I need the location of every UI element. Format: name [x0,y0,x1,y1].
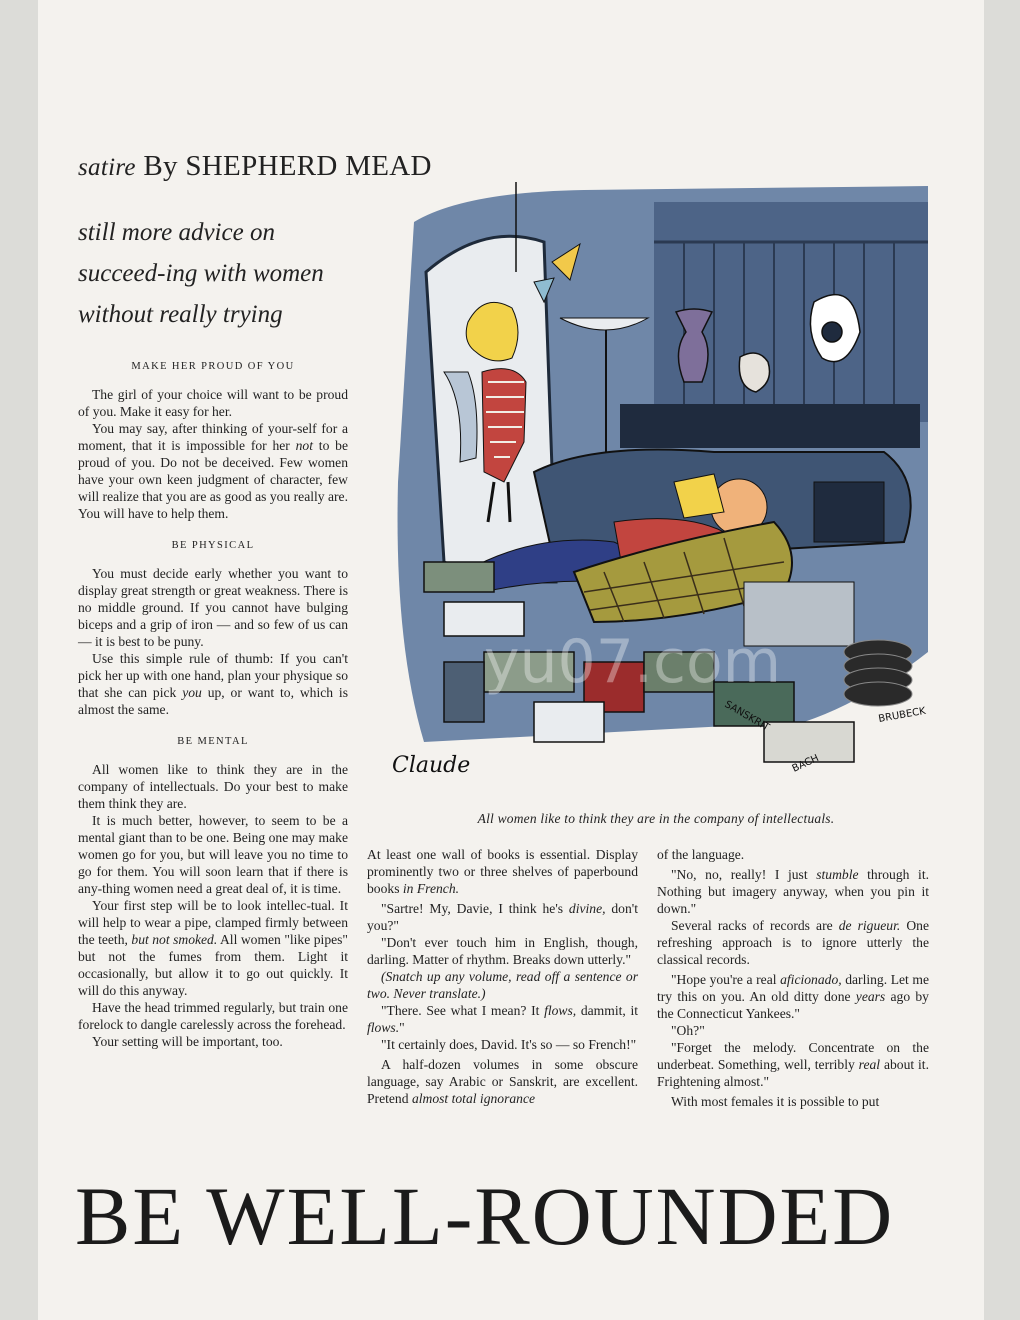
byline [78,150,432,183]
record-stack [844,640,912,706]
record-player [814,482,884,542]
paragraph: "There. See what I mean? It flows, dammit, it flows." [367,1003,639,1035]
section-heading: BE PHYSICAL [171,540,255,551]
paragraph: "No, no, really! I just stumble through it. Nothing but imagery anyway, when you pin it down." [657,867,929,916]
paragraph: With most females it is possible to put [671,1094,880,1109]
section-heading: MAKE HER PROUD OF YOU [131,361,295,372]
kicker: satire [78,154,136,181]
deck: still more advice on succeed-ing with women without really trying [78,219,324,328]
svg-text:SANSKRIT: SANSKRIT [722,699,772,734]
section-headline: BE WELL-ROUNDED [75,1170,895,1262]
paragraph: Use this simple rule of thumb: If you can't pick her up with one hand, plan your physique so that she can pick you up, or want to, which is almost the same. [78,651,348,717]
cartoon-illustration [384,182,928,790]
paragraph: (Snatch up any volume, read off a sentence or two. Never translate.) [367,969,638,1001]
paragraph: "Oh?" [671,1023,705,1038]
paragraph: "It certainly does, David. It's so — so French!" [381,1037,637,1052]
paragraph: A half-dozen volumes in some obscure language, say Arabic or Sanskrit, are excellent. Pretend almost total ignorance [367,1057,638,1106]
paragraph: It is much better, however, to seem to be a mental giant than to be one. Being one may make women go for you, but will leave you no time to go for them. You will soon learn that if there is any-thing women need a great deal of, it is time. [78,813,348,896]
column-2 [367,846,638,1107]
paragraph: "Don't ever touch him in English, though, darling. Matter of rhythm. Breaks down utterly." [367,935,638,967]
paragraph: At least one wall of books is essential. Display prominently two or three shelves of paperbound books in French. [367,847,638,896]
paragraph: Several racks of records are de rigueur. One refreshing approach is to ignore utterly the classical records. [657,918,930,967]
paragraph: All women like to think they are in the company of intellectuals. Do your best to make them think they are. [78,762,348,811]
paragraph: "Forget the melody. Concentrate on the underbeat. Something, well, terribly real about it. Frightening almost." [657,1040,929,1089]
paragraph: The girl of your choice will want to be proud of you. Make it easy for her. [78,387,348,419]
artist-signature: Claude [392,753,471,778]
paragraph: You may say, after thinking of your-self for a moment, that it is impossible for her not to be proud of you. Do not be deceived. Few women have your own keen judgment of character, few will realize that you are as good as you really are. You will have to help them. [78,421,348,521]
column-3 [657,846,929,1110]
column-1 [78,358,348,1050]
paragraph: "Sartre! My, Davie, I think he's divine, don't you?" [367,901,638,933]
paragraph: Have the head trimmed regularly, but train one forelock to dangle carelessly across the forehead. [78,1000,348,1032]
illustration-caption: All women like to think they are in the company of intellectuals. [477,811,835,826]
right-page-edge [984,0,1020,1320]
paragraph: Your setting will be important, too. [92,1034,283,1049]
author: By SHEPHERD MEAD [143,150,432,182]
svg-text:BRUBECK: BRUBECK [877,705,927,725]
left-page-edge [0,0,38,1320]
svg-text:BACH: BACH [790,752,821,775]
paragraph: of the language. [657,847,745,862]
watermark: yu07.com [484,627,782,697]
section-heading: BE MENTAL [177,736,249,747]
paragraph: You must decide early whether you want to display great strength or great weakness. There is no middle ground. If you cannot have bulging biceps and a grip of iron — and so few of us can — it is best to be puny. [78,566,348,649]
paragraph: "Hope you're a real aficionado, darling. Let me try this on you. An old ditty done years ago by the Connecticut Yankees." [657,972,929,1021]
shelf [620,404,920,448]
paragraph: Your first step will be to look intellec-tual. It will help to wear a pipe, clamped firmly between the teeth, but not smoked. All women "like pipes" but not the fumes from them. Light it occasionally, but allow it to go out quickly. It will do this anyway. [78,898,348,998]
